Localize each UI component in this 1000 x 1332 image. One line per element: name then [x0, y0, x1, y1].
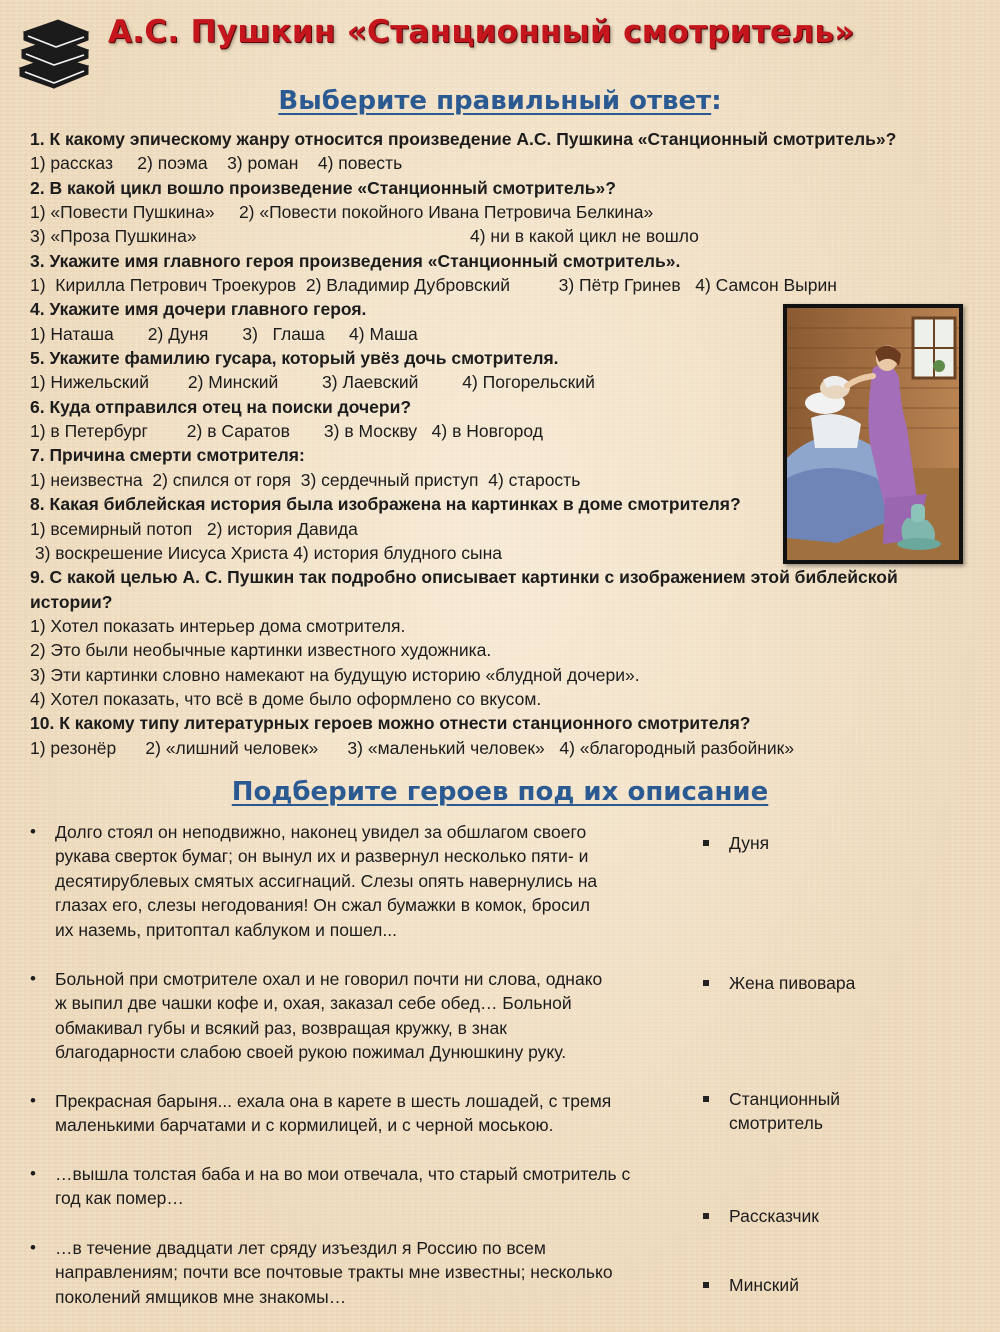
bullet-icon: • — [30, 1164, 36, 1183]
description-line: Долго стоял он неподвижно, наконец увидел за обшлагом своего — [55, 822, 587, 842]
answer-line — [30, 687, 980, 711]
books-stack-icon — [14, 12, 94, 92]
description-item — [30, 820, 655, 942]
line-text: 3. Укажите имя главного героя произведения «Станционный смотритель». — [30, 250, 681, 271]
line-text: 3) «Проза Пушкина» — [30, 226, 197, 247]
description-line: Больной при смотрителе охал и не говорил почти ни слова, однако — [55, 969, 603, 989]
question-line — [30, 565, 980, 589]
line-text: 1) «Повести Пушкина» 2) «Повести покойного Ивана Петровича Белкина» — [30, 202, 654, 223]
line-text: 1) Наташа 2) Дуня 3) Глаша 4) Маша — [30, 323, 418, 344]
description-line: ж выпил две чашки кофе и, охая, заказал себе обед… Больной — [55, 993, 572, 1014]
description-line: маленькими барчатами и с кормилицей, и с черной моською. — [55, 1115, 554, 1136]
matching-heading — [0, 777, 1000, 807]
description-line: поколений ямщиков мне знакомы… — [55, 1286, 347, 1307]
description-line: Прекрасная барыня... ехала она в карете в шесть лошадей, с тремя — [55, 1091, 612, 1111]
line-text: 3) Эти картинки словно намекают на будущую историю «блудной дочери». — [30, 664, 640, 685]
line-text: 5. Укажите фамилию гусара, который увёз дочь смотрителя. — [30, 348, 559, 369]
line-text: 10. К какому типу литературных героев можно отнести станционного смотрителя? — [30, 713, 751, 734]
answer-line — [30, 638, 980, 662]
description-line: их наземь, притоптал каблуком и пошел... — [55, 919, 397, 940]
square-bullet-icon — [703, 840, 709, 846]
description-line: год как помер… — [55, 1188, 184, 1209]
line-text: 9. С какой целью А. С. Пушкин так подробно описывает картинки с изображением этой библейской — [30, 567, 898, 588]
line-text: 8. Какая библейская история была изображена на картинках в доме смотрителя? — [30, 494, 741, 515]
description-line: рукава сверток бумаг; он вынул их и развернул несколько пяти- и — [55, 846, 589, 867]
answer-line — [30, 200, 980, 224]
hero-label: Жена пивовара — [729, 973, 856, 993]
line-text: 2) Это были необычные картинки известного художника. — [30, 640, 492, 661]
bullet-icon: • — [30, 822, 36, 841]
line-text: 1) Кирилла Петрович Троекуров 2) Владимир Дубровский 3) Пётр Гринев 4) Самсон Вырин — [30, 275, 837, 296]
description-line: …вышла толстая баба и на во мои отвечала, что старый смотритель с — [55, 1164, 631, 1184]
page-title: А.С. Пушкин «Станционный смотритель» — [108, 14, 855, 50]
square-bullet-icon — [703, 1213, 709, 1219]
description-item — [30, 1089, 655, 1138]
hero-option — [729, 831, 929, 855]
line-text: 1) резонёр 2) «лишний человек» 3) «маленький человек» 4) «благородный разбойник» — [30, 737, 795, 758]
question-line — [30, 711, 980, 735]
description-line: обмакивал губы и всякий раз, возвращая кружку, в знак — [55, 1017, 507, 1038]
matching-heading-text: Подберите героев под их описание — [231, 777, 769, 807]
illustration-frame — [783, 304, 963, 564]
bullet-icon: • — [30, 1238, 36, 1257]
line-text-right: 4) ни в какой цикл не вошло — [470, 226, 699, 247]
line-text: 1) Нижельский 2) Минский 3) Лаевский 4) Погорельский — [30, 372, 595, 393]
square-bullet-icon — [703, 1282, 709, 1288]
line-text: 1) в Петербург 2) в Саратов 3) в Москву 4) в Новгород — [30, 421, 543, 442]
answer-line — [30, 736, 980, 760]
hero-label: Дуня — [729, 833, 770, 853]
answer-line — [30, 614, 980, 638]
line-text: 1. К какому эпическому жанру относится произведение А.С. Пушкина «Станционный смотритель»? — [30, 129, 897, 149]
description-line: благодарности слабою своей рукою пожимал Дунюшкину руку. — [55, 1042, 567, 1063]
quiz-heading — [0, 86, 1000, 116]
hero-label: Минский — [729, 1275, 799, 1295]
line-text: 4. Укажите имя дочери главного героя. — [30, 299, 367, 320]
line-text: 7. Причина смерти смотрителя: — [30, 445, 305, 466]
line-text: 1) неизвестна 2) спился от горя 3) сердечный приступ 4) старость — [30, 469, 581, 490]
question-line — [30, 127, 980, 151]
answer-line — [30, 151, 980, 175]
question-line — [30, 590, 980, 614]
line-text: 6. Куда отправился отец на поиски дочери? — [30, 396, 412, 417]
line-text: 4) Хотел показать, что всё в доме было оформлено со вкусом. — [30, 688, 542, 709]
description-item — [30, 1236, 655, 1309]
description-item — [30, 967, 655, 1065]
hero-option — [729, 1087, 929, 1136]
description-line: …в течение двадцати лет сряду изъездил я Россию по всем — [55, 1238, 546, 1258]
square-bullet-icon — [703, 980, 709, 986]
illustration-girl-caring-for-sick-man — [787, 308, 959, 560]
hero-option — [729, 1273, 929, 1297]
line-text: 3) воскрешение Иисуса Христа 4) история блудного сына — [30, 542, 503, 563]
description-line: глазах его, слезы негодования! Он сжал бумажки в комок, бросил — [55, 895, 590, 916]
line-text: 1) рассказ 2) поэма 3) роман 4) повесть — [30, 153, 403, 174]
line-text: истории? — [30, 591, 113, 612]
quiz-heading-colon: : — [711, 86, 722, 116]
hero-option — [729, 1204, 929, 1228]
answer-line — [30, 224, 980, 248]
description-item — [30, 1162, 655, 1211]
quiz-heading-text: Выберите правильный ответ — [278, 86, 712, 116]
description-line: десятирублевых смятых ассигнаций. Слезы опять навернулись на — [55, 870, 598, 891]
hero-label: Рассказчик — [729, 1206, 819, 1226]
line-text: 1) Хотел показать интерьер дома смотрителя. — [30, 615, 406, 636]
hero-label: Станционный — [729, 1089, 841, 1109]
square-bullet-icon — [703, 1096, 709, 1102]
bullet-icon: • — [30, 1091, 36, 1110]
description-line: направлениям; почти все почтовые тракты мне известны; несколько — [55, 1262, 613, 1283]
answer-line — [30, 273, 980, 297]
line-text: 1) всемирный потоп 2) история Давида — [30, 518, 358, 539]
bullet-icon: • — [30, 969, 36, 988]
line-text: 2. В какой цикл вошло произведение «Станционный смотритель»? — [30, 177, 616, 198]
hero-label: смотритель — [729, 1113, 823, 1134]
question-line — [30, 249, 980, 273]
answer-line — [30, 663, 980, 687]
question-line — [30, 176, 980, 200]
hero-option — [729, 971, 929, 995]
